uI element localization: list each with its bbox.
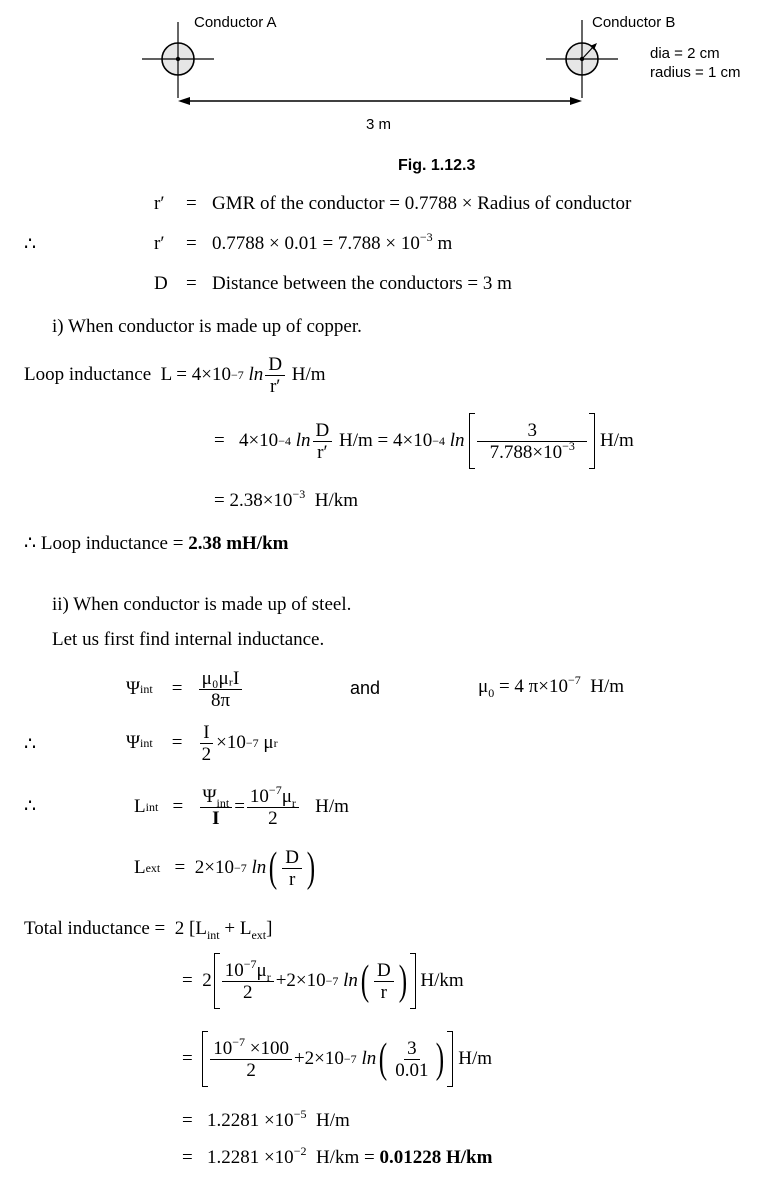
figure-caption: Fig. 1.12.3 xyxy=(398,157,476,174)
total-line4: = $1.2281 \times 10^{-2}$ H/km = 0.01228 H/km xyxy=(182,1144,493,1168)
and-word: and xyxy=(350,678,381,698)
loop-inductance-eq: Loop inductance L = 4×10 −7 ln $\frac{D}{r'}$ H/m xyxy=(24,353,326,397)
total-line1: = 2 $\frac{10^{-7}\mu_r}{2}$ +2×10 −7 ln ( $\frac{D}{r}$ ) H/km xyxy=(182,952,464,1010)
gmr-lhs: r′ xyxy=(154,193,165,214)
radius-label: radius = 1 cm xyxy=(650,64,741,81)
steel-intro: Let us first find internal inductance. xyxy=(52,629,325,650)
mu0-eq: $\mu_0 = 4$ $\pi\times 10^{-7}$ H/m xyxy=(478,673,625,700)
steel-heading: ii) When conductor is made up of steel. xyxy=(52,594,352,615)
l-ext-eq: L ext = 2×10 −7 ln ( $\frac{D}{r}$ ) xyxy=(134,845,316,891)
r-prime-eq: = xyxy=(186,233,197,254)
distance-arrow xyxy=(178,97,582,105)
distance-lhs: D xyxy=(154,273,168,294)
loop-inductance-line2: = 4×10 −4 ln $\frac{D}{r'}$ H/m = 4×10 −4 ln $\frac{3}{7.788\times 10^{-3}}$ H/m xyxy=(214,414,634,468)
therefore-symbol-3: ∴ xyxy=(24,796,37,817)
total-line2: = $\frac{10^{-7} \times 100}{2}$ +2×10 −7 ln ( $\frac{3}{0.01}$ ) H/m xyxy=(182,1030,492,1088)
psi-int-eq-2: Ψ int = $\frac{I}{2}$ ×10 −7 μ r xyxy=(126,721,278,765)
r-prime-lhs: r′ xyxy=(154,233,165,254)
gmr-definition: GMR of the conductor = 0.7788 × Radius of conductor xyxy=(212,193,632,214)
psi-int-eq: Ψ int = $\frac{\text{μ₀μᵣI}}{8\pi}$ xyxy=(126,666,244,712)
total-inductance-eq: Total inductance = 2 $[L_{int} + L_{ext}]$ xyxy=(24,918,273,942)
conductor-a-symbol xyxy=(142,22,214,98)
conductor-b-symbol xyxy=(546,20,618,98)
l-int-eq: L int = $\frac{\Psi_{int}}{I}$ = $\frac{10^{-7}\mu_r}{2}$ H/m xyxy=(134,782,349,829)
distance-eq: = xyxy=(186,273,197,294)
copper-heading: i) When conductor is made up of copper. xyxy=(52,316,362,337)
total-line3: = $1.2281 \times 10^{-5}$ H/m xyxy=(182,1107,350,1131)
r-prime-value: $0.7788 \times 0.01 = 7.788 \times 10^{-3}$ m xyxy=(212,230,453,254)
therefore-symbol-2: ∴ xyxy=(24,734,37,755)
distance-label: 3 m xyxy=(366,116,392,133)
loop-inductance-result: ∴ Loop inductance = 2.38 mH/km xyxy=(24,533,289,554)
distance-definition: Distance between the conductors = 3 m xyxy=(212,273,512,294)
conductor-b-label: Conductor B xyxy=(592,14,676,31)
gmr-eq: = xyxy=(186,193,197,214)
dia-label: dia = 2 cm xyxy=(650,45,720,62)
conductor-a-label: Conductor A xyxy=(194,14,277,31)
therefore-symbol: ∴ xyxy=(24,234,37,255)
loop-inductance-line3: = $2.38\times 10^{-3}$ H/km xyxy=(214,487,358,511)
